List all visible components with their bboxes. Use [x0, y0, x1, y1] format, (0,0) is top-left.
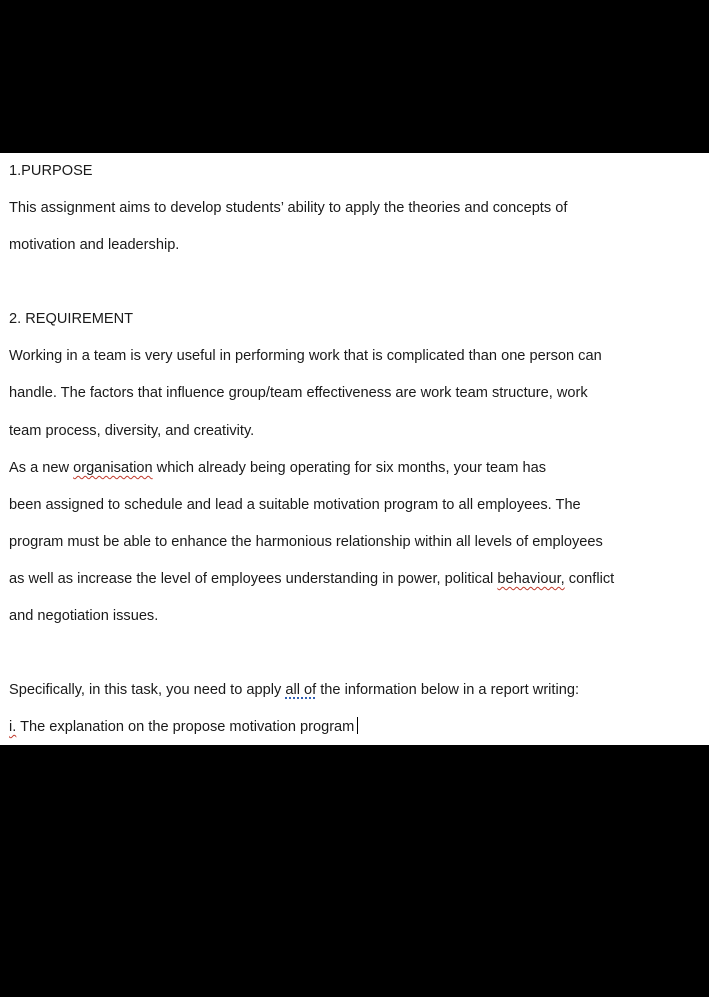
requirement-paragraph-line: program must be able to enhance the harmonious relationship within all levels of employees	[9, 534, 603, 550]
requirement-paragraph-line: been assigned to schedule and lead a suitable motivation program to all employees. The	[9, 497, 581, 513]
grammar-flagged-phrase[interactable]: all of	[285, 682, 317, 698]
spelling-flagged-word[interactable]: organisation	[73, 460, 153, 476]
list-item-text: The explanation on the propose motivation program	[16, 719, 355, 735]
text-run: as well as increase the level of employees understanding in power, political	[9, 571, 498, 587]
text-run: the information below in a report writing:	[316, 682, 580, 698]
requirement-paragraph-line	[9, 569, 614, 589]
list-item-i	[9, 717, 358, 737]
document-page[interactable]	[0, 153, 709, 745]
requirement-paragraph-line: team process, diversity, and creativity.	[9, 423, 255, 439]
purpose-paragraph-line: motivation and leadership.	[9, 237, 180, 253]
text-run: which already being operating for six months, your team has	[152, 460, 547, 476]
text-run: As a new	[9, 460, 74, 476]
specification-line	[9, 680, 579, 700]
requirement-paragraph-line: handle. The factors that influence group/team effectiveness are work team structure, work	[9, 385, 588, 401]
text-run: conflict	[564, 571, 615, 587]
requirement-heading: 2. REQUIREMENT	[9, 311, 134, 327]
text-cursor	[357, 717, 358, 734]
requirement-paragraph-line	[9, 458, 546, 478]
spelling-flagged-word[interactable]: behaviour,	[497, 571, 565, 587]
text-run: Specifically, in this task, you need to apply	[9, 682, 286, 698]
list-marker[interactable]: i.	[9, 719, 17, 735]
requirement-paragraph-line: and negotiation issues.	[9, 608, 159, 624]
requirement-paragraph-line: Working in a team is very useful in performing work that is complicated than one person can	[9, 348, 602, 364]
purpose-heading: 1.PURPOSE	[9, 163, 93, 179]
purpose-paragraph-line: This assignment aims to develop students’ ability to apply the theories and concepts of	[9, 200, 568, 216]
